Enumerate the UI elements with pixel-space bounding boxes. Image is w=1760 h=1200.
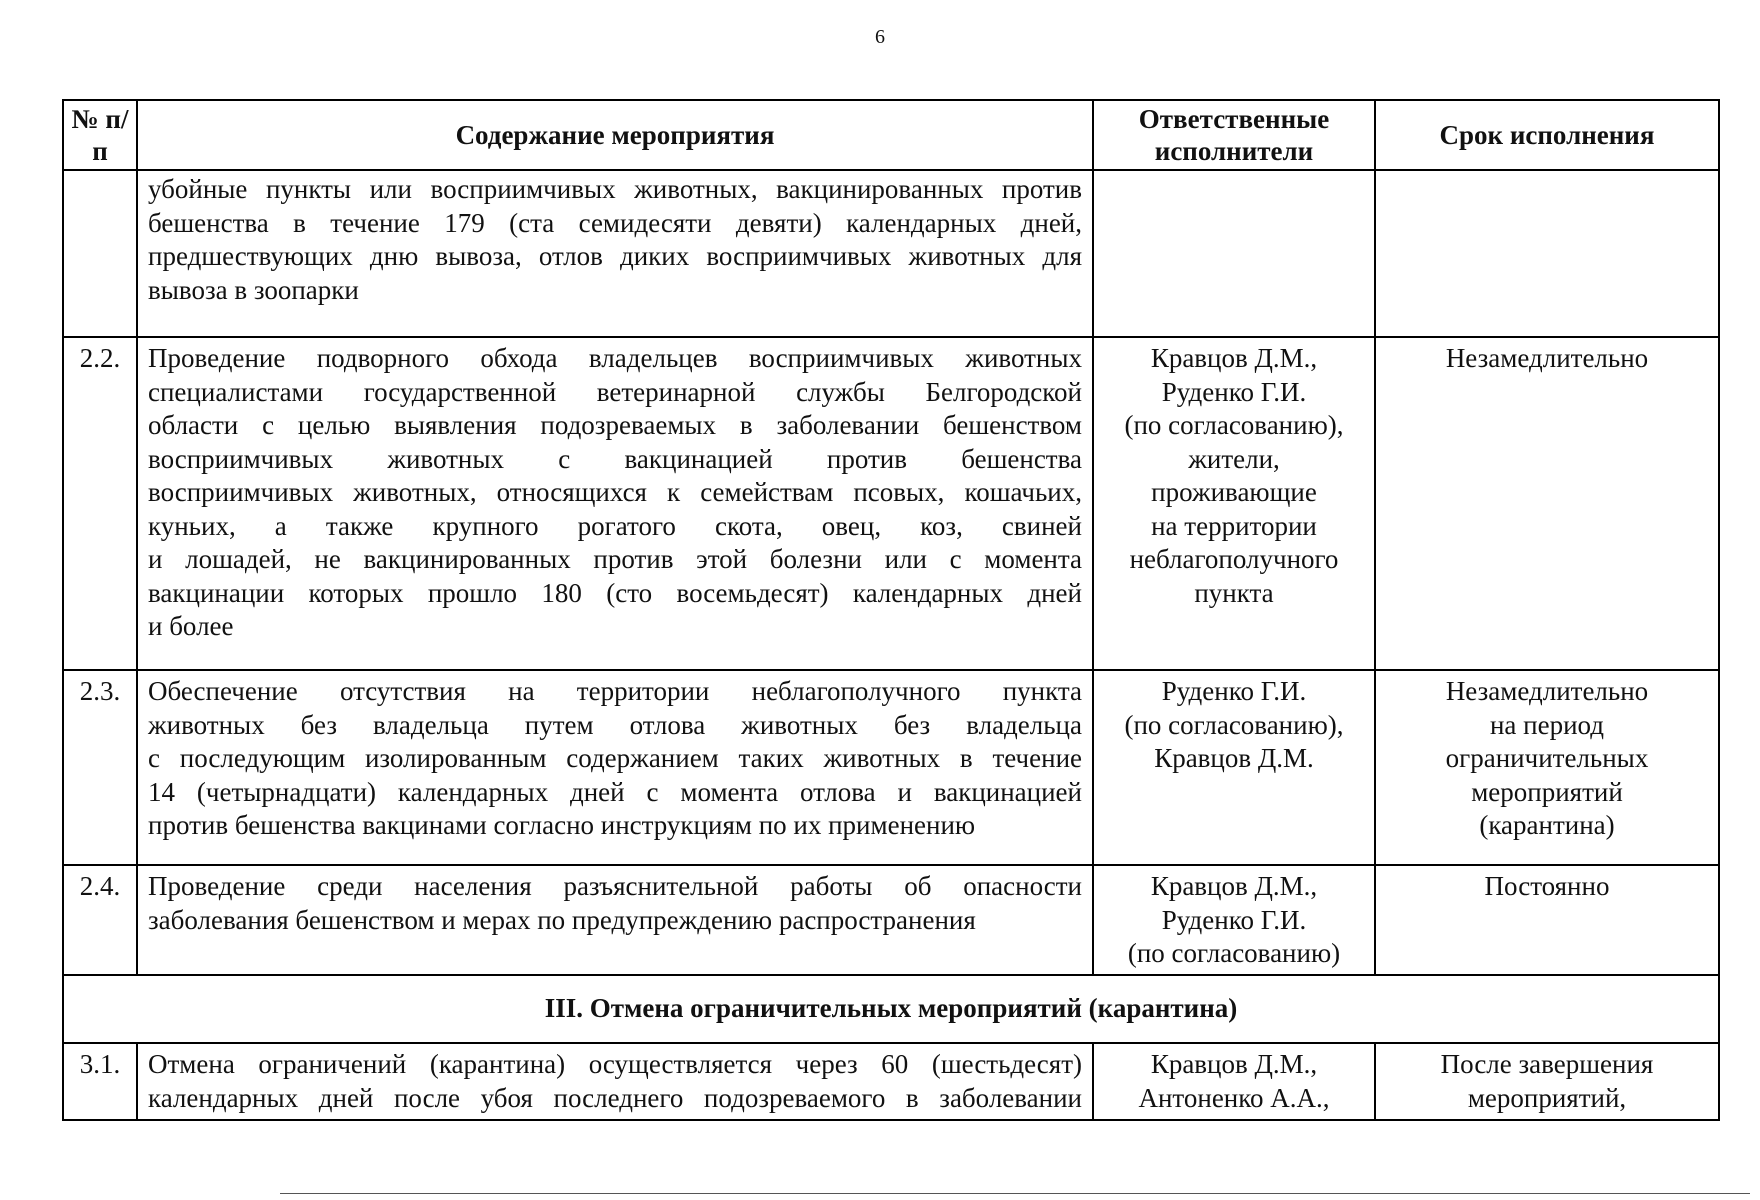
row-content — [137, 1043, 1093, 1120]
table-row — [63, 865, 1719, 975]
content-line: Проведение подворного обхода владельцев восприимчивых животных — [148, 343, 1082, 373]
header-responsible: Ответственные исполнители — [1093, 100, 1375, 170]
responsible-line: (по согласованию), — [1124, 709, 1344, 740]
row-responsible — [1093, 865, 1375, 975]
responsible-line: пункта — [1194, 577, 1274, 608]
bottom-divider — [280, 1193, 1750, 1194]
row-responsible — [1093, 337, 1375, 670]
responsible-line: неблагополучного — [1129, 544, 1339, 574]
row-term — [1375, 337, 1719, 670]
term-line: мероприятий — [1471, 776, 1623, 807]
row-term — [1375, 865, 1719, 975]
header-content: Содержание мероприятия — [137, 100, 1093, 170]
row-term — [1375, 670, 1719, 865]
responsible-line: жители, — [1188, 443, 1280, 474]
term-line: мероприятий, — [1467, 1082, 1627, 1113]
section-heading-row — [63, 975, 1719, 1043]
table-header-row — [63, 100, 1719, 170]
content-line: Проведение среди населения разъяснительной работы об опасности — [148, 871, 1082, 901]
content-line: заболевания бешенством и мерах по предупреждению распространения — [148, 904, 976, 935]
content-line: с последующим изолированным содержанием таких животных в течение — [148, 743, 1082, 773]
responsible-line: Руденко Г.И. — [1161, 904, 1307, 935]
responsible-line: Кравцов Д.М. — [1154, 743, 1314, 773]
responsible-line: Руденко Г.И. — [1161, 676, 1307, 706]
content-line: Обеспечение отсутствия на территории неблагополучного пункта — [148, 676, 1082, 706]
responsible-line: Кравцов Д.М., — [1150, 1049, 1318, 1079]
content-line: восприимчивых животных с вакцинацией против бешенства — [148, 443, 1082, 474]
row-num: 3.1. — [63, 1043, 137, 1120]
header-num: № п/п — [63, 100, 137, 170]
row-num: 2.2. — [63, 337, 137, 670]
row-content — [137, 170, 1093, 337]
content-line: вакцинации которых прошло 180 (сто восемьдесят) календарных дней — [148, 577, 1082, 608]
term-line: (карантина) — [1479, 810, 1615, 840]
row-responsible — [1093, 170, 1375, 337]
responsible-line: Антоненко А.А., — [1138, 1082, 1330, 1113]
content-line: против бешенства вакцинами согласно инструкциям по их применению — [148, 810, 976, 840]
content-line: предшествующих дню вывоза, отлов диких восприимчивых животных для — [148, 241, 1082, 271]
content-line: календарных дней после убоя последнего подозреваемого в заболевании — [148, 1082, 1082, 1113]
responsible-line: Руденко Г.И. — [1161, 376, 1307, 407]
term-line: Постоянно — [1484, 871, 1610, 901]
term-line: Незамедлительно — [1445, 676, 1649, 706]
page-number: 6 — [875, 26, 885, 48]
section-heading: III. Отмена ограничительных мероприятий (карантина) — [63, 975, 1719, 1043]
table-row — [63, 670, 1719, 865]
content-line: и лошадей, не вакцинированных против этой болезни или с момента — [148, 544, 1082, 574]
row-content — [137, 337, 1093, 670]
content-line: вывоза в зоопарки — [148, 274, 359, 305]
content-line: Отмена ограничений (карантина) осуществляется через 60 (шестьдесят) — [148, 1049, 1082, 1079]
row-num: 2.4. — [63, 865, 137, 975]
table-row — [63, 170, 1719, 337]
responsible-line: (по согласованию), — [1124, 410, 1344, 440]
table-row — [63, 337, 1719, 670]
content-line: 14 (четырнадцати) календарных дней с момента отлова и вакцинацией — [148, 776, 1082, 807]
responsible-line: Кравцов Д.М., — [1150, 871, 1318, 901]
content-line: бешенства в течение 179 (ста семидесяти девяти) календарных дней, — [148, 207, 1082, 238]
responsible-line: (по согласованию) — [1127, 938, 1341, 968]
content-line: области с целью выявления подозреваемых в заболевании бешенством — [148, 410, 1082, 440]
table-row — [63, 1043, 1719, 1120]
row-responsible — [1093, 1043, 1375, 1120]
row-term — [1375, 1043, 1719, 1120]
row-content — [137, 865, 1093, 975]
term-line: ограничительных — [1445, 743, 1649, 773]
content-line: животных без владельца путем отлова животных без владельца — [148, 709, 1082, 740]
row-responsible — [1093, 670, 1375, 865]
term-line: Незамедлительно — [1445, 343, 1649, 373]
content-line: убойные пункты или восприимчивых животных, вакцинированных против — [148, 174, 1082, 204]
term-line: После завершения — [1440, 1049, 1654, 1079]
content-line: куньих, а также крупного рогатого скота, овец, коз, свиней — [148, 510, 1082, 541]
measures-table — [62, 99, 1720, 1121]
responsible-line: Кравцов Д.М., — [1150, 343, 1318, 373]
term-line: на период — [1489, 709, 1605, 740]
responsible-line: на территории — [1151, 510, 1317, 541]
header-term: Срок исполнения — [1375, 100, 1719, 170]
row-content — [137, 670, 1093, 865]
responsible-line: проживающие — [1151, 477, 1317, 507]
content-line: и более — [148, 611, 234, 641]
row-num: 2.3. — [63, 670, 137, 865]
content-line: восприимчивых животных, относящихся к семействам псовых, кошачьих, — [148, 477, 1082, 507]
content-line: специалистами государственной ветеринарной службы Белгородской — [148, 376, 1082, 407]
row-term — [1375, 170, 1719, 337]
row-num — [63, 170, 137, 337]
